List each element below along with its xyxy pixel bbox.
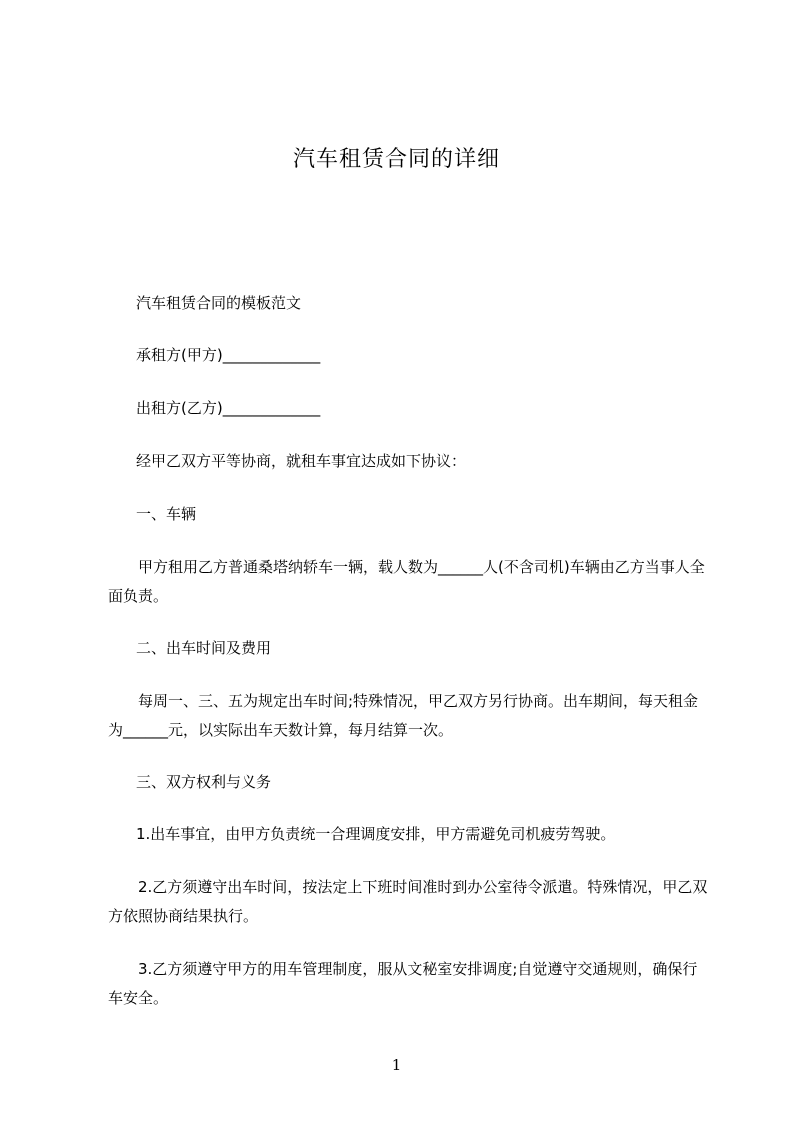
document-title: 汽车租赁合同的详细 <box>292 147 500 172</box>
paragraph-item-2: 2.乙方须遵守出车时间，按法定上下班时间准时到办公室待令派遣。特殊情况，甲乙双方依照协商结果执行。 <box>108 878 708 925</box>
paragraph-item-3: 3.乙方须遵守甲方的用车管理制度，服从文秘室安排调度;自觉遵守交通规则，确保行车安全。 <box>108 960 698 1007</box>
section-heading-vehicle: 一、车辆 <box>136 505 197 523</box>
section-heading-time-fees: 二、出车时间及费用 <box>136 639 272 657</box>
paragraph-lessor: 出租方(乙方)_____________ <box>136 399 321 417</box>
paragraph-agreement-intro: 经甲乙双方平等协商，就租车事宜达成如下协议： <box>136 452 467 470</box>
paragraph-template-name: 汽车租赁合同的模板范文 <box>136 294 302 312</box>
paragraph-lessee: 承租方(甲方)_____________ <box>136 346 321 364</box>
page-number: 1 <box>391 1056 402 1074</box>
paragraph-vehicle: 甲方租用乙方普通桑塔纳轿车一辆，载人数为______人(不含司机)车辆由乙方当事人全面负责。 <box>108 558 705 605</box>
paragraph-item-1: 1.出车事宜，由甲方负责统一合理调度安排，甲方需避免司机疲劳驾驶。 <box>136 825 616 843</box>
section-heading-rights: 三、双方权利与义务 <box>136 773 272 791</box>
paragraph-time-fees: 每周一、三、五为规定出车时间;特殊情况，甲乙双方另行协商。出车期间，每天租金为______元，以实际出车天数计算，每月结算一次。 <box>108 692 699 739</box>
